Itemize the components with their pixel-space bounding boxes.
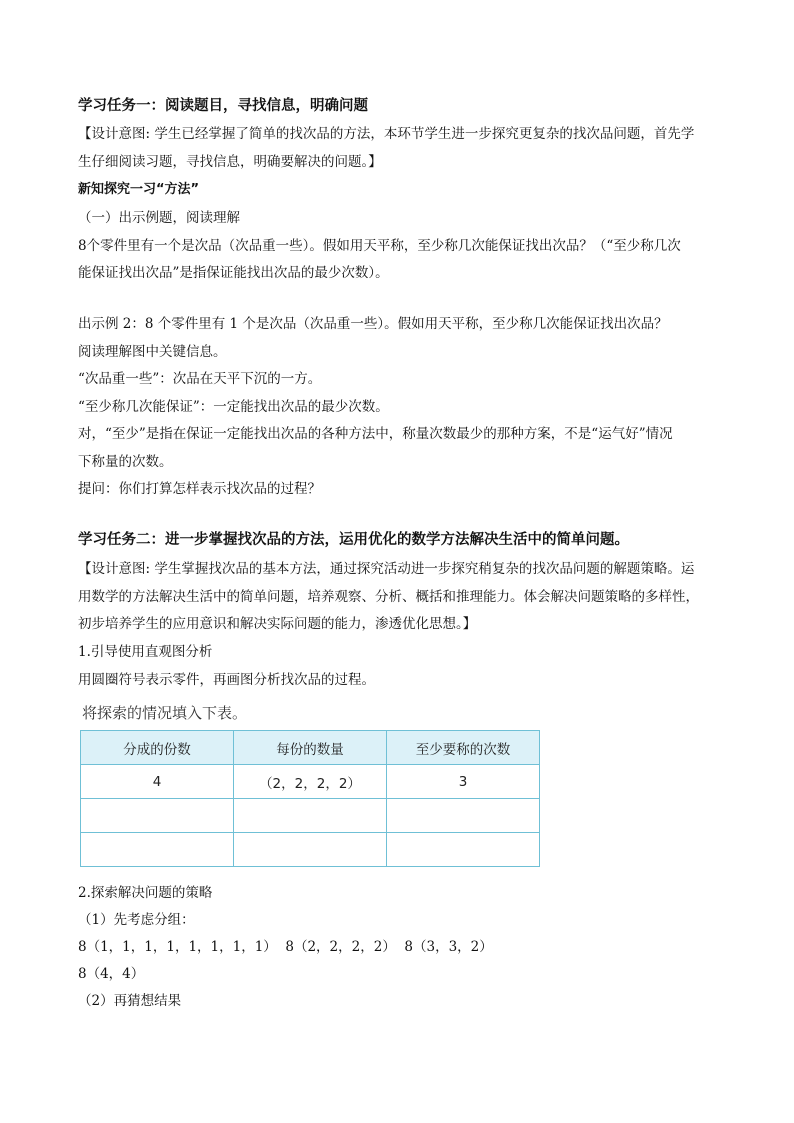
table-cell-empty — [387, 799, 540, 833]
table-cell-empty — [81, 833, 234, 867]
task2-intent-line-1: 【设计意图: 学生掌握找次品的基本方法，通过探究活动进一步探究稍复杂的找次品问题的解题策略。运 — [78, 561, 695, 577]
task2-heading: 学习任务二：进一步掌握找次品的方法，运用优化的数学方法解决生活中的简单问题。 — [78, 532, 629, 548]
table-header-cell: 分成的份数 — [81, 731, 234, 765]
task2-step2-title: 2.探索解决问题的策略 — [78, 885, 213, 901]
table-cell-empty — [234, 799, 387, 833]
task1-read-key: 阅读理解图中关键信息。 — [78, 344, 227, 360]
task1-show-example: 出示例 2：8 个零件里有 1 个是次品（次品重一些）。假如用天平称，至少称几次能保证找出次品？ — [78, 316, 668, 332]
table-cell-empty — [234, 833, 387, 867]
task2-step2-sub1: （1）先考虑分组： — [78, 912, 195, 928]
task2-intent-line-3: 初步培养学生的应用意识和解决实际问题的能力，渗透优化思想。】 — [78, 616, 477, 632]
task1-heading: 学习任务一：阅读题目，寻找信息，明确问题 — [78, 98, 368, 114]
table-row — [81, 765, 540, 799]
task1-key-info-2: “至少称几次能保证”：一定能找出次品的最少次数。 — [78, 399, 389, 415]
task1-example-line-1: 8个零件里有一个是次品（次品重一些）。假如用天平称，至少称几次能保证找出次品？（“至少称几次 — [78, 238, 681, 254]
grouping-line-1: 8（1，1，1，1，1，1，1，1） 8（2，2，2，2） 8（3，3，2） — [78, 939, 493, 955]
task1-explain-line-1: 对，“至少”是指在保证一定能找出次品的各种方法中，称量次数最少的那种方案，不是“运气好”情况 — [78, 426, 673, 442]
grouping-line-2: 8（4，4） — [78, 966, 145, 982]
task1-explain-line-2: 下称量的次数。 — [78, 454, 173, 470]
table-cell-empty — [81, 799, 234, 833]
table-row — [81, 833, 540, 867]
table-cell: 4 — [81, 765, 234, 799]
table-cell-empty — [387, 833, 540, 867]
task2-step1-title: 1.引导使用直观图分析 — [78, 644, 213, 660]
table-caption: 将探索的情况填入下表。 — [82, 704, 248, 722]
task1-sub-heading: 新知探究一习“方法” — [78, 182, 200, 197]
task2-intent-line-2: 用数学的方法解决生活中的简单问题，培养观察、分析、概括和推理能力。体会解决问题策略的多样性， — [78, 589, 699, 605]
task1-key-info-1: “次品重一些”：次品在天平下沉的一方。 — [78, 371, 322, 387]
task2-step1-text: 用圆圈符号表示零件，再画图分析找次品的过程。 — [78, 672, 375, 688]
table-cell: 3 — [387, 765, 540, 799]
task1-question: 提问：你们打算怎样表示找次品的过程？ — [78, 481, 321, 497]
table-row — [81, 799, 540, 833]
task1-example-line-2: 能保证找出次品”是指保证能找出次品的最少次数）。 — [78, 265, 389, 281]
task1-intent-line-1: 【设计意图: 学生已经掌握了简单的找次品的方法，本环节学生进一步探究更复杂的找次品问题，首先学 — [78, 126, 695, 142]
table-header-cell: 至少要称的次数 — [387, 731, 540, 765]
table-header-cell: 每份的数量 — [234, 731, 387, 765]
task1-intent-line-2: 生仔细阅读习题，寻找信息，明确要解决的问题。】 — [78, 154, 382, 170]
task1-step-title: （一）出示例题，阅读理解 — [78, 210, 240, 226]
table-header-row — [81, 731, 540, 765]
table-cell: （2，2，2，2） — [234, 765, 387, 799]
task2-step2-sub2: （2）再猜想结果 — [78, 993, 182, 1009]
exploration-table — [80, 730, 540, 867]
